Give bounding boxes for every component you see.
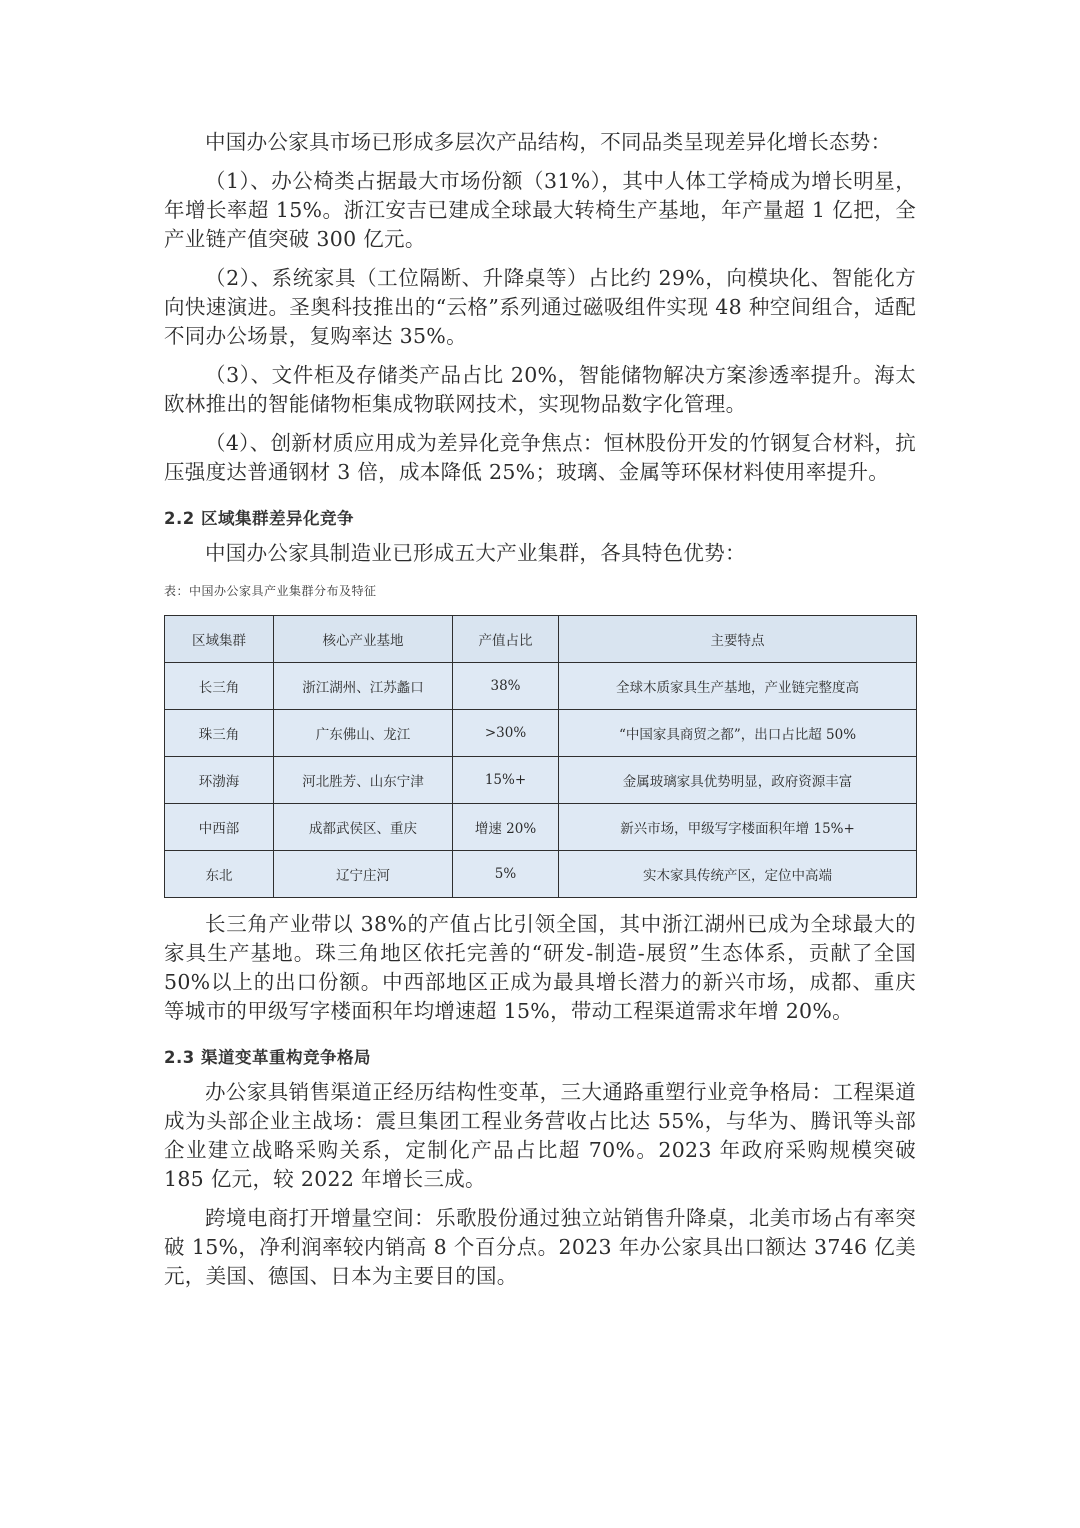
table-header-cell: 产值占比 (453, 616, 559, 663)
section-2-3-paragraph-1: 办公家具销售渠道正经历结构性变革，三大通路重塑行业竞争格局：工程渠道成为头部企业主战场：震旦集团工程业务营收占比达 55%，与华为、腾讯等头部企业建立战略采购关系，定制化产品占比超 70%。2023 年政府采购规模突破 185 亿元，较 2022 年增长三成。 (164, 1080, 916, 1191)
table-cell: 金属玻璃家具优势明显，政府资源丰富 (559, 757, 917, 804)
table-row (165, 851, 917, 898)
table-row (165, 804, 917, 851)
item-paragraph-2: （2）、系统家具（工位隔断、升降桌等）占比约 29%，向模块化、智能化方向快速演进。圣奥科技推出的“云格”系列通过磁吸组件实现 48 种空间组合，适配不同办公场景，复购率达 35%。 (164, 266, 916, 348)
document-page (164, 128, 916, 1301)
table-cell: “中国家具商贸之都”，出口占比超 50% (559, 710, 917, 757)
table-cell: 中西部 (165, 804, 274, 851)
section-2-2-intro: 中国办公家具制造业已形成五大产业集群，各具特色优势： (205, 541, 746, 565)
item-paragraph-1: （1）、办公椅类占据最大市场份额（31%），其中人体工学椅成为增长明星，年增长率超 15%。浙江安吉已建成全球最大转椅生产基地，年产量超 1 亿把，全产业链产值突破 300 亿元。 (164, 169, 916, 251)
table-cell: 浙江湖州、江苏蠡口 (274, 663, 453, 710)
table-cell: 东北 (165, 851, 274, 898)
table-cell: 新兴市场，甲级写字楼面积年增 15%+ (559, 804, 917, 851)
table-row (165, 663, 917, 710)
table-cell: 增速 20% (453, 804, 559, 851)
section-2-3-paragraph-2: 跨境电商打开增量空间：乐歌股份通过独立站销售升降桌，北美市场占有率突破 15%，净利润率较内销高 8 个百分点。2023 年办公家具出口额达 3746 亿美元，美国、德国、日本为主要目的国。 (164, 1206, 916, 1288)
section-heading-2-3: 2.3 渠道变革重构竞争格局 (164, 1048, 371, 1067)
table-header-cell: 核心产业基地 (274, 616, 453, 663)
table-cell: 成都武侯区、重庆 (274, 804, 453, 851)
table-row (165, 757, 917, 804)
table-row (165, 710, 917, 757)
table-cell: >30% (453, 710, 559, 757)
intro-paragraph: 中国办公家具市场已形成多层次产品结构，不同品类呈现差异化增长态势： (205, 130, 892, 154)
table-cell: 广东佛山、龙江 (274, 710, 453, 757)
section-2-2-summary: 长三角产业带以 38%的产值占比引领全国，其中浙江湖州已成为全球最大的家具生产基地。珠三角地区依托完善的“研发-制造-展贸”生态体系，贡献了全国 50%以上的出口份额。中西部地区正成为最具增长潜力的新兴市场，成都、重庆等城市的甲级写字楼面积年均增速超 15%，带动工程渠道需求年增 20%。 (164, 912, 916, 1023)
table-header-cell: 区域集群 (165, 616, 274, 663)
table-cell: 河北胜芳、山东宁津 (274, 757, 453, 804)
table-cell: 珠三角 (165, 710, 274, 757)
table-header-row (165, 616, 917, 663)
table-cell: 5% (453, 851, 559, 898)
table-cell: 全球木质家具生产基地，产业链完整度高 (559, 663, 917, 710)
cluster-table (164, 615, 917, 898)
table-header-cell: 主要特点 (559, 616, 917, 663)
table-cell: 38% (453, 663, 559, 710)
table-caption: 表：中国办公家具产业集群分布及特征 (164, 584, 377, 598)
table-cell: 长三角 (165, 663, 274, 710)
table-cell: 辽宁庄河 (274, 851, 453, 898)
item-paragraph-4: （4）、创新材质应用成为差异化竞争焦点：恒林股份开发的竹钢复合材料，抗压强度达普通钢材 3 倍，成本降低 25%；玻璃、金属等环保材料使用率提升。 (164, 431, 916, 484)
table-cell: 实木家具传统产区，定位中高端 (559, 851, 917, 898)
table-cell: 15%+ (453, 757, 559, 804)
item-paragraph-3: （3）、文件柜及存储类产品占比 20%，智能储物解决方案渗透率提升。海太欧林推出的智能储物柜集成物联网技术，实现物品数字化管理。 (164, 363, 916, 416)
section-heading-2-2: 2.2 区域集群差异化竞争 (164, 509, 354, 528)
table-cell: 环渤海 (165, 757, 274, 804)
